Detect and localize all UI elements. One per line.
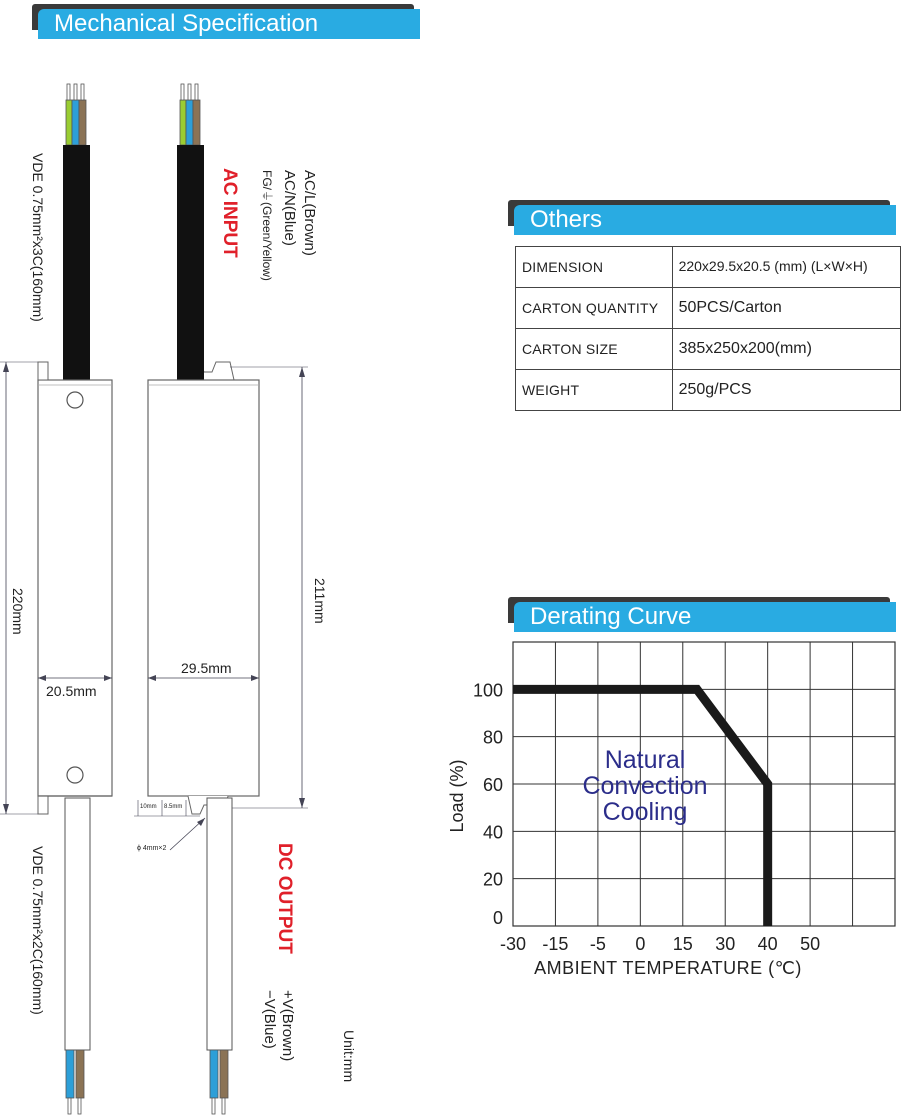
ac-input-label: AC INPUT [219, 168, 240, 258]
annotation-natural: Natural [604, 746, 686, 774]
others-table [515, 246, 901, 411]
table-row [516, 247, 901, 288]
output-cable-label: VDE 0.75mm²x2C(160mm) [30, 846, 46, 1015]
weight-label: WEIGHT [516, 370, 673, 411]
dim-85-label: 8.5mm [164, 804, 183, 810]
dimension-unit: (mm) (L×W×H) [770, 258, 868, 274]
dimension-value [672, 247, 900, 288]
right-housing [148, 380, 259, 796]
ac-l-label: AC/L(Brown) [301, 170, 318, 256]
y-tick-label: 80 [482, 727, 503, 748]
dim-205-label: 20.5mm [46, 683, 97, 699]
right-output-cable [207, 798, 232, 1050]
table-row [516, 329, 901, 370]
v-minus-label: −V(Blue) [261, 990, 278, 1049]
others-header [508, 200, 896, 233]
y-axis-label: Load (%) [447, 759, 467, 833]
x-tick-label: 40 [757, 934, 778, 954]
left-output-wires [66, 1050, 84, 1114]
left-output-cable [65, 798, 90, 1050]
right-input-wires [180, 84, 200, 145]
ac-n-label: AC/N(Blue) [281, 170, 298, 246]
weight-value: 250g/PCS [672, 370, 900, 411]
table-row [516, 288, 901, 329]
x-tick-label: -15 [542, 934, 569, 954]
y-tick-label: 20 [482, 869, 503, 890]
left-housing [38, 380, 112, 796]
derating-chart [431, 620, 901, 980]
dimension-label: DIMENSION [516, 247, 673, 288]
x-tick-label: 0 [635, 934, 646, 954]
fg-label: FG/⏚(Green/Yellow) [260, 170, 274, 281]
dim-10-label: 10mm [140, 804, 157, 810]
right-output-wires [210, 1050, 228, 1114]
dim-220-label: 220mm [10, 588, 26, 635]
y-tick-label: 40 [482, 822, 503, 843]
v-plus-label: +V(Brown) [279, 990, 296, 1062]
derating-title: Derating Curve [514, 602, 896, 632]
y-tick-label: 0 [492, 908, 503, 928]
carton-quantity-label: CARTON QUANTITY [516, 288, 673, 329]
input-cable-label: VDE 0.75mm²x3C(160mm) [30, 153, 46, 322]
left-mount-hole-top [67, 392, 83, 408]
carton-size-label: CARTON SIZE [516, 329, 673, 370]
y-tick-label: 60 [482, 775, 503, 795]
carton-size-value: 385x250x200(mm) [672, 329, 900, 370]
carton-quantity-value: 50PCS/Carton [672, 288, 900, 329]
mechanical-drawing [0, 0, 360, 1120]
unit-label: Unit:mm [341, 1030, 357, 1083]
left-input-wires [66, 84, 86, 145]
left-mount-hole-bottom [67, 767, 83, 783]
dim-295-label: 29.5mm [181, 660, 232, 676]
annotation-convection: Convection [582, 772, 708, 800]
table-row [516, 370, 901, 411]
x-tick-label: 50 [800, 934, 821, 954]
dim-211-label: 211mm [312, 578, 328, 624]
y-tick-label: 100 [472, 680, 503, 701]
left-input-cable [63, 145, 90, 381]
x-tick-label: -30 [499, 934, 527, 954]
x-tick-label: 30 [715, 934, 736, 954]
dc-output-label: DC OUTPUT [274, 843, 295, 954]
x-axis-label: AMBIENT TEMPERATURE (℃) [534, 958, 802, 978]
right-input-cable [177, 145, 204, 381]
x-tick-label: -5 [589, 934, 606, 954]
dimension-value-text: 220x29.5x20.5 [678, 258, 771, 274]
others-title: Others [514, 205, 896, 235]
annotation-cooling: Cooling [602, 798, 688, 826]
x-tick-label: 15 [672, 934, 693, 954]
mechanical-spec-title: Mechanical Specification [38, 9, 420, 39]
hole-label: ϕ 4mm×2 [137, 845, 167, 852]
